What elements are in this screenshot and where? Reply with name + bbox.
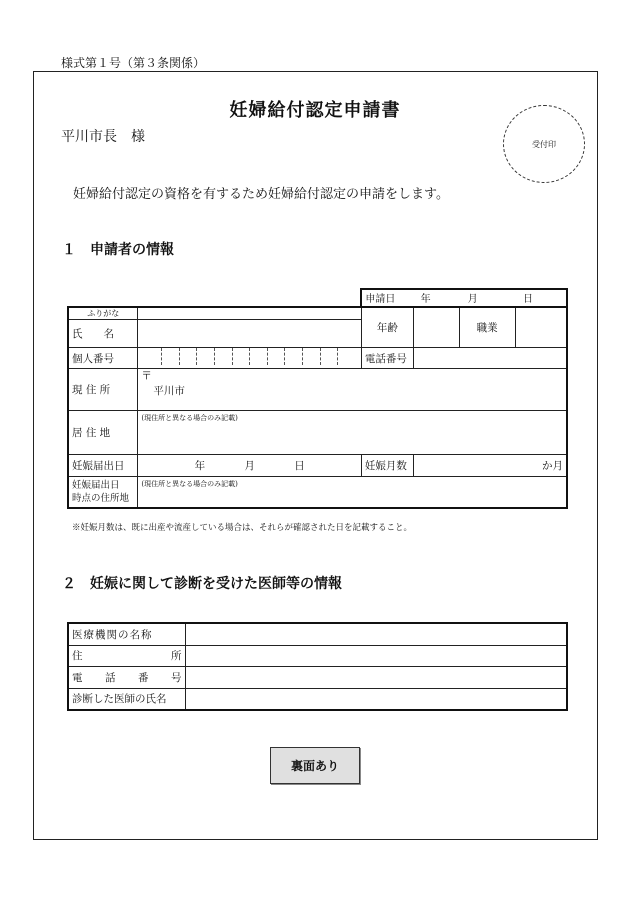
furigana-input[interactable] <box>138 307 361 320</box>
pregnancy-report-date-label: 妊娠届出日 <box>68 455 138 477</box>
current-address-value: 平川市 <box>153 385 185 398</box>
page-title: 妊婦給付認定申請書 <box>229 100 401 121</box>
months-unit: か月 <box>542 460 563 473</box>
furigana-label: ふりがな <box>68 307 138 320</box>
back-side-button[interactable]: 裏面あり <box>270 747 360 784</box>
institution-label: 医療機関の名称 <box>68 623 185 645</box>
phone-char-1: 電 <box>72 671 83 684</box>
report-day-label: 日 <box>294 460 305 473</box>
phone-number-input[interactable] <box>185 666 567 688</box>
age-label: 年齢 <box>361 307 413 348</box>
residence-note: (現住所と異なる場合のみ記載) <box>141 413 238 422</box>
pregnancy-months-label: 妊娠月数 <box>361 455 413 477</box>
address-label-right: 所 <box>171 650 182 662</box>
reception-stamp-area <box>503 105 585 183</box>
phone-char-2: 話 <box>105 671 116 684</box>
occupation-input[interactable] <box>515 307 567 348</box>
report-address-label-line2: 時点の住所地 <box>72 493 130 505</box>
current-address-label: 現 住 所 <box>68 369 138 411</box>
addressee: 平川市長 様 <box>61 129 145 145</box>
phone-number-label <box>68 666 185 688</box>
date-label: 申請日 <box>365 294 396 306</box>
address-input[interactable] <box>185 645 567 666</box>
current-address-input[interactable] <box>138 369 567 411</box>
doctor-name-input[interactable] <box>185 688 567 710</box>
year-label: 年 <box>420 294 431 306</box>
name-input[interactable] <box>138 320 361 348</box>
footnote: ※妊娠月数は、既に出産や流産している場合は、それらが確認された日を記載すること。 <box>72 523 413 533</box>
age-input[interactable] <box>413 307 459 348</box>
phone-char-3: 番 <box>138 671 149 684</box>
applicant-info-table <box>67 288 568 509</box>
form-number: 様式第１号（第３条関係） <box>61 56 206 70</box>
report-address-label-line1: 妊娠届出日 <box>72 480 120 492</box>
section2-heading: ２ 妊娠に関して診断を受けた医師等の情報 <box>62 576 342 592</box>
phone-input[interactable] <box>413 348 567 369</box>
name-label: 氏 名 <box>68 320 138 348</box>
residence-input[interactable] <box>138 410 567 455</box>
section1-heading: １ 申請者の情報 <box>62 242 174 258</box>
address-label <box>68 645 185 666</box>
pregnancy-report-date-input[interactable] <box>138 455 361 477</box>
report-address-note: (現住所と異なる場合のみ記載) <box>141 480 238 489</box>
report-address-label <box>68 477 138 508</box>
report-year-label: 年 <box>194 460 206 473</box>
application-date-field[interactable] <box>361 289 567 307</box>
month-label: 月 <box>467 294 478 306</box>
residence-label: 居 住 地 <box>68 410 138 455</box>
personal-number-input[interactable] <box>138 348 361 369</box>
report-address-input[interactable] <box>138 477 567 508</box>
occupation-label: 職業 <box>459 307 515 348</box>
doctor-name-label: 診断した医師の氏名 <box>68 688 185 710</box>
address-label-left: 住 <box>72 650 83 662</box>
intro-text: 妊婦給付認定の資格を有するため妊婦給付認定の申請をします。 <box>73 187 449 202</box>
phone-char-4: 号 <box>171 671 182 684</box>
personal-number-label: 個人番号 <box>68 348 138 369</box>
pregnancy-months-input[interactable] <box>413 455 567 477</box>
phone-label: 電話番号 <box>361 348 413 369</box>
day-label: 日 <box>522 294 533 306</box>
doctor-info-table <box>67 622 568 711</box>
report-month-label: 月 <box>244 460 255 473</box>
stamp-label: 受付印 <box>532 139 556 149</box>
postal-mark: 〒 <box>141 370 152 383</box>
institution-input[interactable] <box>185 623 567 645</box>
